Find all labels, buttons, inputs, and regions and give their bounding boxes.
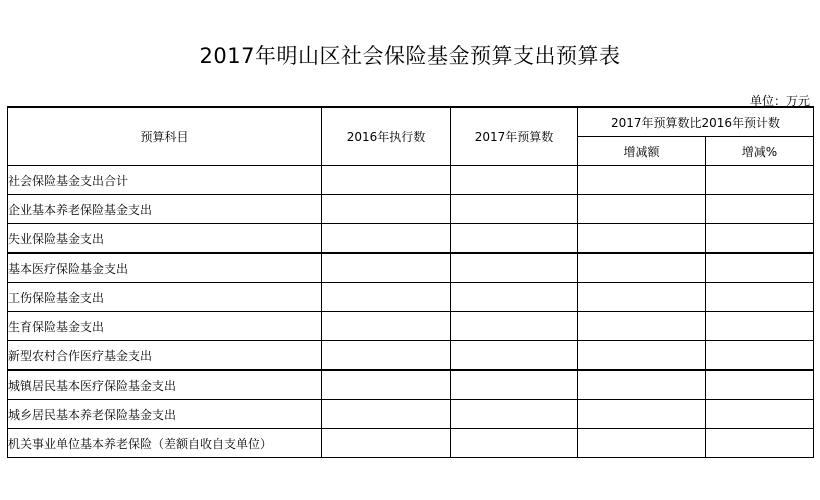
cell-change-amount (578, 400, 706, 429)
table-row (8, 195, 814, 224)
document-title: 2017年明山区社会保险基金预算支出预算表 (199, 44, 621, 68)
row-label: 基本医疗保险基金支出 (8, 253, 322, 283)
row-label: 生育保险基金支出 (8, 312, 322, 341)
row-label: 机关事业单位基本养老保险（差额自收自支单位） (8, 429, 322, 458)
table-row (8, 370, 814, 400)
cell-change-percent (706, 429, 814, 458)
row-label: 企业基本养老保险基金支出 (8, 195, 322, 224)
unit-label: 单位：万元 (749, 94, 810, 108)
cell-change-percent (706, 283, 814, 312)
cell-change-percent (706, 400, 814, 429)
cell-exec-2016 (322, 400, 451, 429)
cell-change-percent (706, 370, 814, 400)
cell-exec-2016 (322, 166, 451, 195)
row-label: 工伤保险基金支出 (8, 283, 322, 312)
cell-budget-2017 (451, 253, 578, 283)
row-label: 失业保险基金支出 (8, 224, 322, 254)
header-item: 预算科目 (8, 107, 322, 166)
cell-budget-2017 (451, 400, 578, 429)
header-compare-group: 2017年预算数比2016年预计数 (578, 107, 814, 137)
table-row (8, 341, 814, 371)
cell-exec-2016 (322, 195, 451, 224)
table-row (8, 224, 814, 254)
cell-budget-2017 (451, 166, 578, 195)
cell-exec-2016 (322, 253, 451, 283)
cell-change-amount (578, 429, 706, 458)
cell-exec-2016 (322, 341, 451, 371)
cell-exec-2016 (322, 370, 451, 400)
header-budget-2017: 2017年预算数 (451, 107, 578, 166)
cell-exec-2016 (322, 429, 451, 458)
table-row (8, 400, 814, 429)
cell-change-percent (706, 253, 814, 283)
row-label: 城乡居民基本养老保险基金支出 (8, 400, 322, 429)
cell-budget-2017 (451, 224, 578, 254)
table-header (8, 107, 814, 166)
cell-change-amount (578, 195, 706, 224)
cell-change-amount (578, 341, 706, 371)
cell-budget-2017 (451, 195, 578, 224)
header-row-top (8, 107, 814, 137)
cell-change-amount (578, 283, 706, 312)
cell-exec-2016 (322, 312, 451, 341)
cell-change-percent (706, 195, 814, 224)
header-change-percent: 增减% (706, 137, 814, 166)
cell-budget-2017 (451, 429, 578, 458)
cell-budget-2017 (451, 312, 578, 341)
cell-change-percent (706, 312, 814, 341)
row-label: 城镇居民基本医疗保险基金支出 (8, 370, 322, 400)
table-row (8, 283, 814, 312)
cell-change-percent (706, 224, 814, 254)
cell-budget-2017 (451, 341, 578, 371)
cell-change-amount (578, 312, 706, 341)
row-label: 社会保险基金支出合计 (8, 166, 322, 195)
cell-exec-2016 (322, 224, 451, 254)
header-change-amount: 增减额 (578, 137, 706, 166)
cell-change-percent (706, 341, 814, 371)
cell-budget-2017 (451, 283, 578, 312)
table-body (8, 166, 814, 458)
cell-change-amount (578, 370, 706, 400)
budget-table (7, 106, 814, 458)
table-row (8, 166, 814, 195)
row-label: 新型农村合作医疗基金支出 (8, 341, 322, 371)
cell-change-amount (578, 166, 706, 195)
cell-exec-2016 (322, 283, 451, 312)
cell-change-amount (578, 224, 706, 254)
cell-change-amount (578, 253, 706, 283)
table-row (8, 429, 814, 458)
header-exec-2016: 2016年执行数 (322, 107, 451, 166)
cell-change-percent (706, 166, 814, 195)
cell-budget-2017 (451, 370, 578, 400)
table-row (8, 253, 814, 283)
table-row (8, 312, 814, 341)
